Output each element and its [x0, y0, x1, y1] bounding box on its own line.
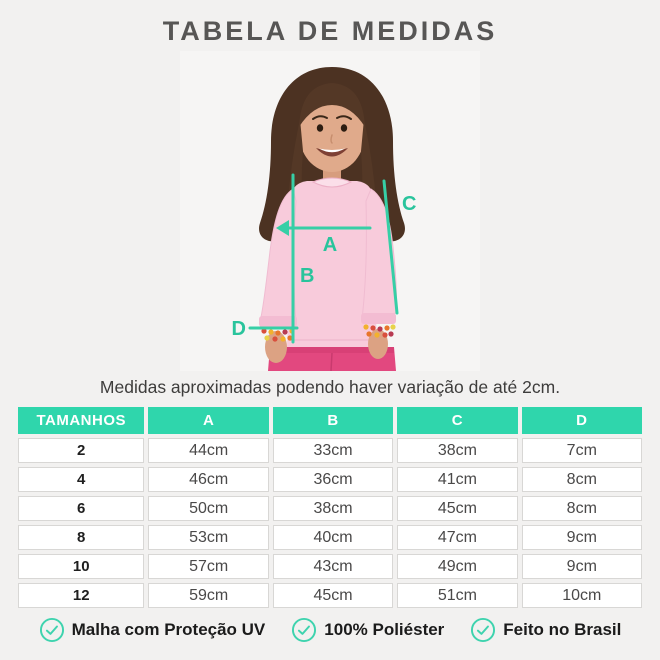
measure-d: 8cm [522, 467, 642, 492]
measure-b: 43cm [273, 554, 393, 579]
header-c: C [397, 407, 517, 434]
cuff-left [259, 316, 297, 327]
size-guide-photo [180, 51, 480, 371]
measure-c: 45cm [397, 496, 517, 521]
eye-right [341, 124, 347, 132]
feature-made-in-brazil [470, 617, 621, 643]
measure-a: 44cm [148, 438, 268, 463]
measure-label-a: A [322, 234, 338, 256]
size-value: 10 [18, 554, 144, 579]
size-value: 12 [18, 583, 144, 608]
child-illustration [180, 51, 480, 371]
size-value: 2 [18, 438, 144, 463]
header-b: B [273, 407, 393, 434]
tolerance-note: Medidas aproximadas podendo haver variação de até 2cm. [99, 377, 561, 397]
measure-a: 53cm [148, 525, 268, 550]
header-a: A [148, 407, 268, 434]
feature-uv-protection [39, 617, 266, 643]
table-row [18, 438, 642, 463]
measure-c: 47cm [397, 525, 517, 550]
measure-label-c: C [402, 193, 417, 215]
measure-label-d: D [231, 318, 246, 340]
measure-d: 8cm [522, 496, 642, 521]
measure-d: 10cm [522, 583, 642, 608]
header-tamanhos: TAMANHOS [18, 407, 144, 434]
measure-b: 36cm [273, 467, 393, 492]
size-value: 4 [18, 467, 144, 492]
table-row [18, 583, 642, 608]
eye-left [317, 124, 323, 132]
measure-d: 9cm [522, 525, 642, 550]
product-features [0, 617, 660, 643]
size-value: 8 [18, 525, 144, 550]
table-row [18, 554, 642, 579]
measure-a: 46cm [148, 467, 268, 492]
cuff-right [361, 313, 396, 324]
table-row [18, 467, 642, 492]
measure-b: 33cm [273, 438, 393, 463]
feature-label: 100% Poliéster [324, 620, 445, 639]
measure-b: 45cm [273, 583, 393, 608]
measure-a: 57cm [148, 554, 268, 579]
measure-d: 9cm [522, 554, 642, 579]
feature-label: Feito no Brasil [503, 620, 622, 639]
measure-c: 49cm [397, 554, 517, 579]
feature-label: Malha com Proteção UV [71, 620, 266, 639]
measure-d: 7cm [522, 438, 642, 463]
measure-c: 51cm [397, 583, 517, 608]
header-d: D [522, 407, 642, 434]
size-table [14, 403, 646, 612]
check-circle-icon [291, 617, 317, 643]
table-row [18, 525, 642, 550]
measure-a: 59cm [148, 583, 268, 608]
measure-c: 41cm [397, 467, 517, 492]
measure-b: 40cm [273, 525, 393, 550]
page-title: TABELA DE MEDIDAS [162, 16, 498, 46]
size-value: 6 [18, 496, 144, 521]
feature-polyester [291, 617, 444, 643]
measure-a: 50cm [148, 496, 268, 521]
check-circle-icon [470, 617, 496, 643]
table-row [18, 496, 642, 521]
measure-b: 38cm [273, 496, 393, 521]
measure-c: 38cm [397, 438, 517, 463]
shorts-seam [331, 353, 332, 371]
measure-label-b: B [300, 265, 315, 287]
size-table-header-row [18, 407, 642, 434]
check-circle-icon [39, 617, 65, 643]
